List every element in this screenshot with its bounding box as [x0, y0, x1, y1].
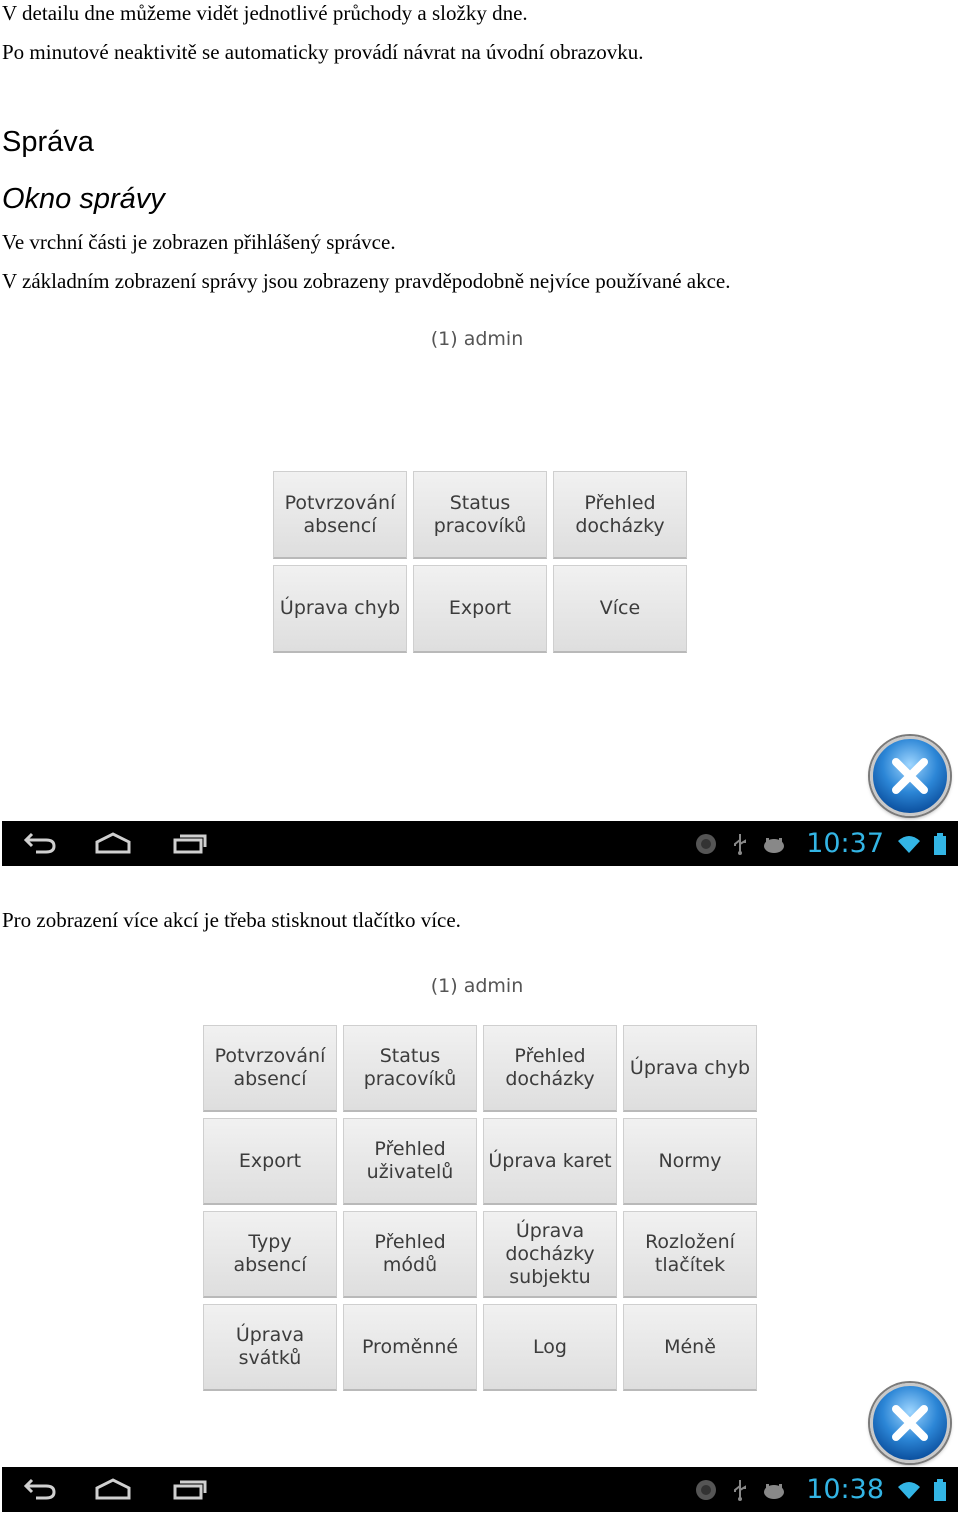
home-icon[interactable]: [94, 1476, 132, 1502]
android-navigation-bar: [2, 1467, 958, 1512]
intro-line-2: Po minutové neaktivitě se automaticky provádí návrat na úvodní obrazovku.: [2, 40, 644, 64]
action-button-export[interactable]: Export: [413, 565, 547, 653]
android-icon: [694, 832, 718, 856]
action-button-worker-status[interactable]: Status pracovíků: [343, 1025, 477, 1112]
status-clock: 10:38: [806, 1474, 884, 1505]
close-button[interactable]: [870, 736, 950, 816]
action-button-attendance-overview[interactable]: Přehled docházky: [483, 1025, 617, 1112]
action-button-edit-holidays[interactable]: Úprava svátků: [203, 1304, 337, 1391]
action-button-variables[interactable]: Proměnné: [343, 1304, 477, 1391]
recent-apps-icon[interactable]: [172, 1476, 208, 1502]
admin-screen-basic: [0, 318, 960, 868]
more-actions-hint: Pro zobrazení více akcí je třeba stisknout tlačítko více.: [2, 908, 461, 932]
action-button-fix-errors[interactable]: Úprava chyb: [273, 565, 407, 653]
action-button-log[interactable]: Log: [483, 1304, 617, 1391]
android-icon: [694, 1478, 718, 1502]
battery-icon: [934, 1479, 946, 1501]
action-button-fix-errors[interactable]: Úprava chyb: [623, 1025, 757, 1112]
close-icon: [888, 1401, 932, 1445]
action-button-less[interactable]: Méně: [623, 1304, 757, 1391]
status-clock: 10:37: [806, 828, 884, 859]
section-title: Správa: [2, 126, 94, 158]
close-button[interactable]: [870, 1383, 950, 1463]
wifi-icon: [898, 1480, 920, 1500]
recent-apps-icon[interactable]: [172, 830, 208, 856]
action-button-absence-types[interactable]: Typy absencí: [203, 1211, 337, 1298]
status-area: [694, 826, 946, 861]
action-grid-basic: [273, 471, 687, 653]
action-button-export[interactable]: Export: [203, 1118, 337, 1205]
action-grid-extended: [203, 1025, 757, 1391]
action-button-confirm-absences[interactable]: Potvrzování absencí: [203, 1025, 337, 1112]
intro-line-1: V detailu dne můžeme vidět jednotlivé průchody a složky dne.: [2, 1, 528, 25]
action-button-attendance-overview[interactable]: Přehled docházky: [553, 471, 687, 559]
back-icon[interactable]: [22, 830, 58, 856]
action-button-edit-subject-attendance[interactable]: Úprava docházky subjektu: [483, 1211, 617, 1298]
subsection-title: Okno správy: [2, 183, 165, 215]
close-icon: [888, 754, 932, 798]
action-button-norms[interactable]: Normy: [623, 1118, 757, 1205]
android-navigation-bar: [2, 821, 958, 866]
battery-icon: [934, 833, 946, 855]
home-icon[interactable]: [94, 830, 132, 856]
usb-icon: [732, 1478, 748, 1502]
description-line-2: V základním zobrazení správy jsou zobrazeny pravděpodobně nejvíce používané akce.: [2, 269, 731, 293]
wifi-icon: [898, 834, 920, 854]
description-line-1: Ve vrchní části je zobrazen přihlášený správce.: [2, 230, 396, 254]
status-area: [694, 1472, 946, 1507]
back-icon[interactable]: [22, 1476, 58, 1502]
action-button-confirm-absences[interactable]: Potvrzování absencí: [273, 471, 407, 559]
action-button-worker-status[interactable]: Status pracovíků: [413, 471, 547, 559]
logged-admin-label: (1) admin: [430, 975, 524, 997]
debug-icon: [762, 834, 786, 854]
action-button-modes-overview[interactable]: Přehled módů: [343, 1211, 477, 1298]
action-button-more[interactable]: Více: [553, 565, 687, 653]
usb-icon: [732, 832, 748, 856]
action-button-button-layout[interactable]: Rozložení tlačítek: [623, 1211, 757, 1298]
debug-icon: [762, 1480, 786, 1500]
admin-screen-extended: [0, 965, 960, 1516]
action-button-users-overview[interactable]: Přehled uživatelů: [343, 1118, 477, 1205]
logged-admin-label: (1) admin: [430, 328, 524, 350]
action-button-edit-cards[interactable]: Úprava karet: [483, 1118, 617, 1205]
